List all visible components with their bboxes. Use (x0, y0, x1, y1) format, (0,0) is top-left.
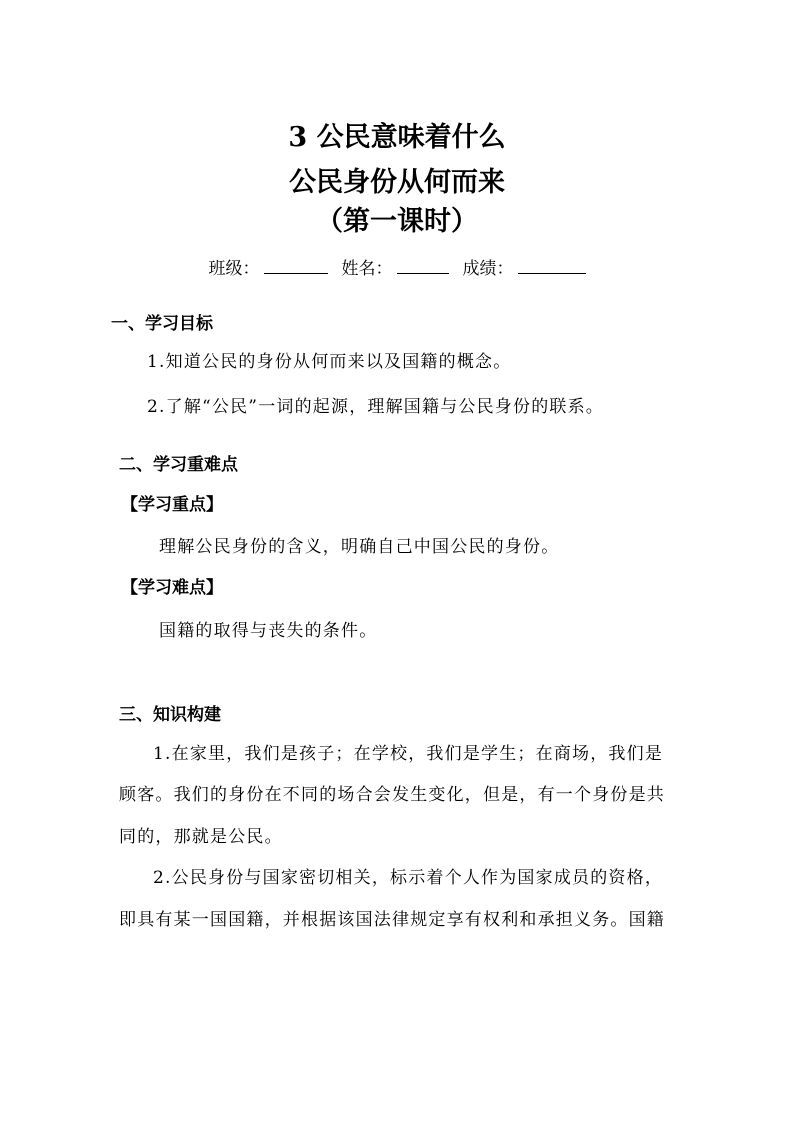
difficulty-heading: 【学习难点】 (121, 578, 223, 598)
lesson-title: 3 公民意味着什么 (288, 122, 506, 153)
section-learning-goals-heading: 一、学习目标 (111, 314, 213, 334)
goal-item-1: 1.知道公民的身份从何而来以及国籍的概念。 (147, 352, 512, 372)
name-blank (397, 255, 449, 274)
section-knowledge-heading: 三、知识构建 (119, 705, 221, 725)
name-label: 姓名： (341, 259, 393, 279)
lesson-period: （第一课时） (316, 206, 478, 237)
knowledge-p1-line1: 1.在家里，我们是孩子；在学校，我们是学生；在商场，我们是 (153, 744, 664, 764)
score-blank (518, 255, 586, 274)
lesson-subtitle: 公民身份从何而来 (289, 167, 505, 198)
difficulty-text: 国籍的取得与丧失的条件。 (159, 621, 378, 641)
knowledge-p1-line2: 顾客。我们的身份在不同的场合会发生变化，但是，有一个身份是共 (119, 785, 665, 805)
class-label: 班级： (208, 259, 260, 279)
score-label: 成绩： (462, 259, 514, 279)
class-blank (264, 255, 328, 274)
key-point-text: 理解公民身份的含义，明确自己中国公民的身份。 (159, 537, 560, 557)
student-info-row (0, 255, 794, 281)
goal-item-2: 2.了解“公民”一词的起源，理解国籍与公民身份的联系。 (147, 397, 605, 417)
knowledge-p1-line3: 同的，那就是公民。 (119, 827, 283, 847)
knowledge-p2-line1: 2.公民身份与国家密切相关，标示着个人作为国家成员的资格， (153, 868, 664, 888)
knowledge-p2-line2: 即具有某一国国籍，并根据该国法律规定享有权利和承担义务。国籍 (119, 910, 665, 930)
key-point-heading: 【学习重点】 (121, 495, 223, 515)
section-key-points-heading: 二、学习重难点 (119, 455, 238, 475)
